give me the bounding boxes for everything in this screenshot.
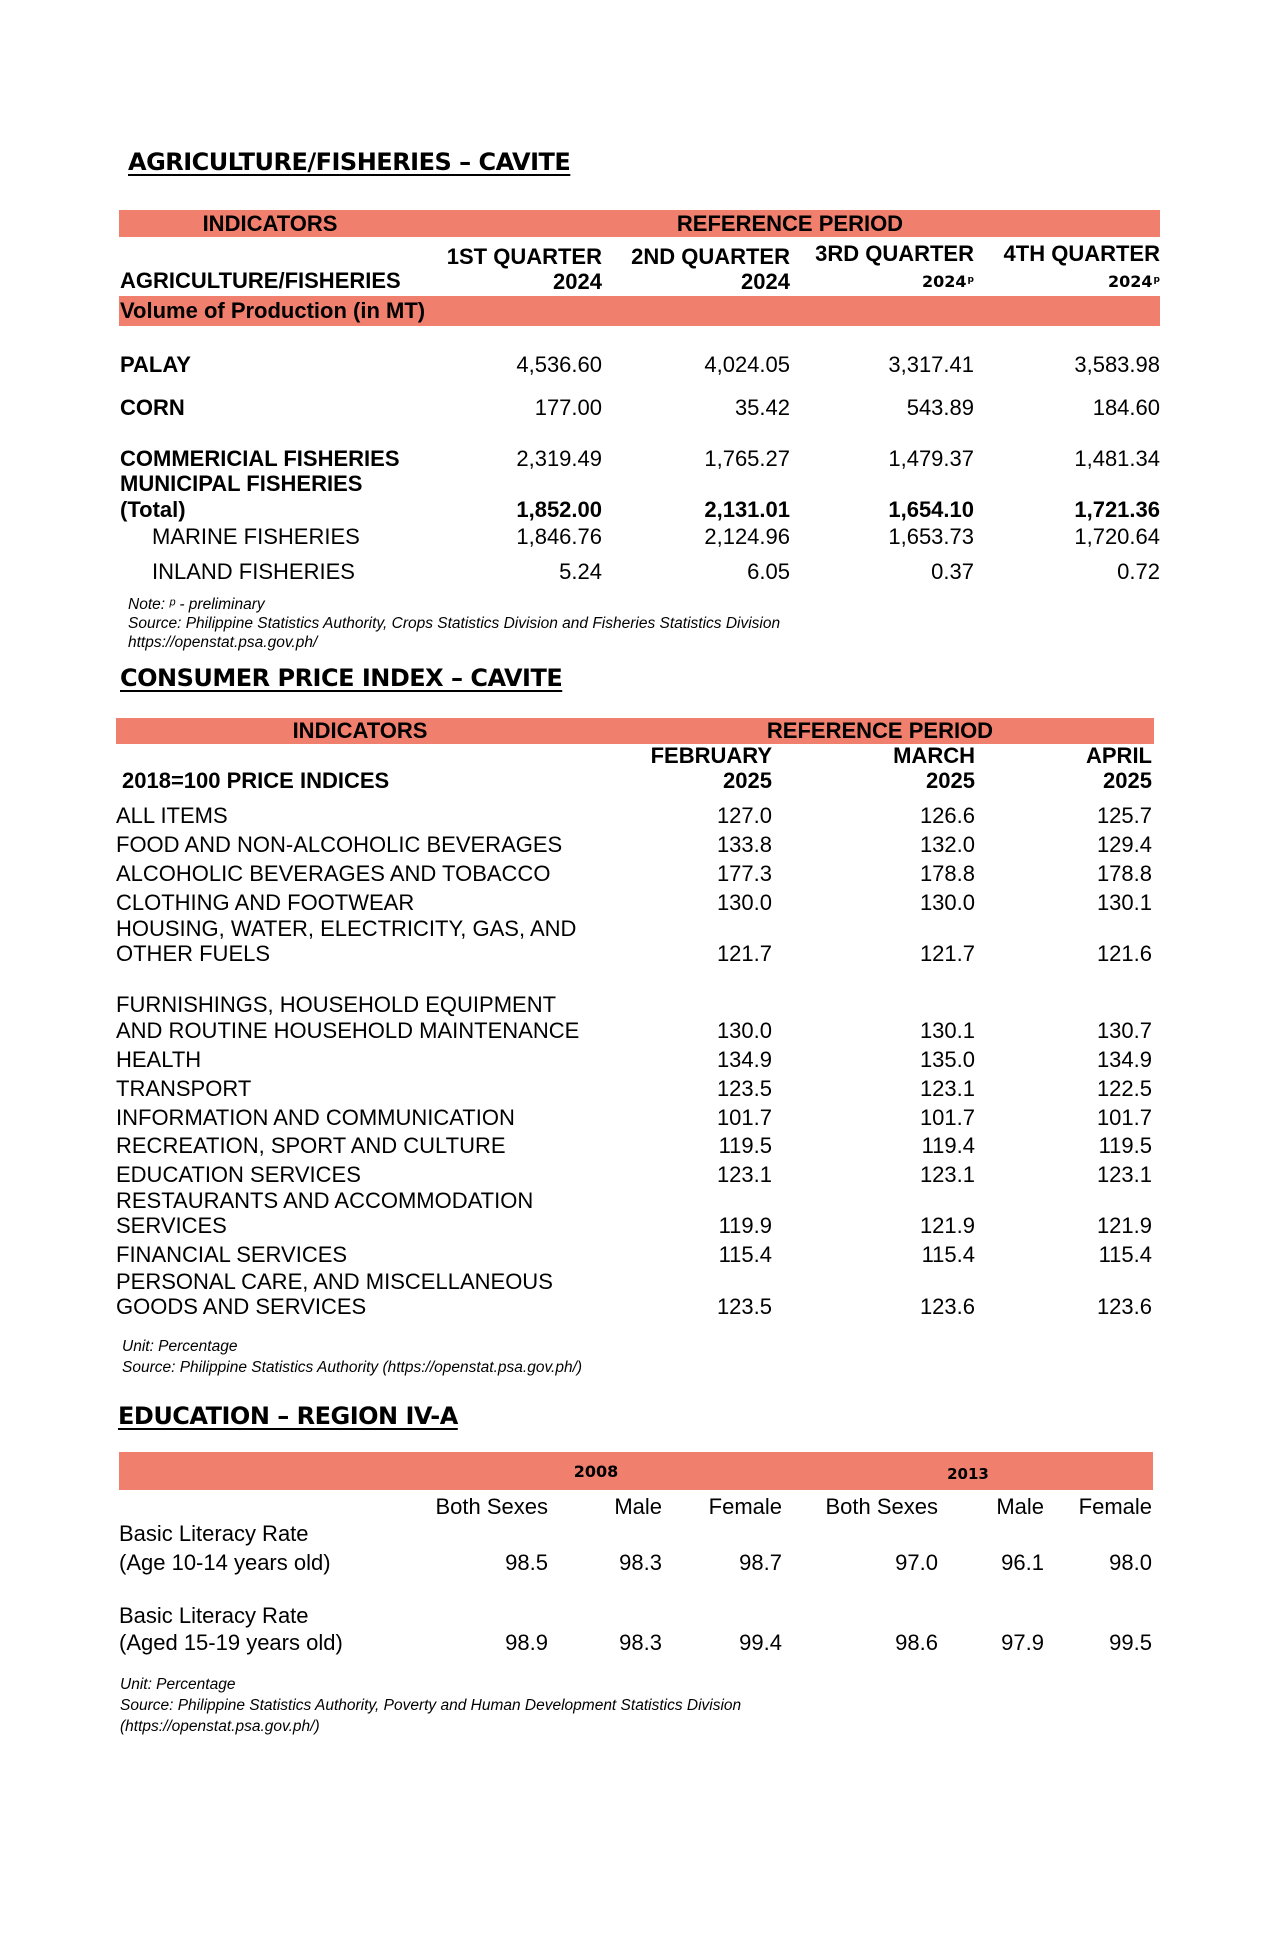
cell-value: 98.3 [619, 1550, 662, 1575]
cell-value: 121.9 [1096, 1213, 1152, 1238]
agri-source: Source: Philippine Statistics Authority, Crops Statistics Division and Fisheries Statistics Division [128, 615, 781, 632]
cell-value: 1,765.27 [704, 446, 790, 471]
agri-source-url: https://openstat.psa.gov.ph/ [128, 634, 318, 651]
cpi-col3-header-line1: APRIL [1086, 743, 1152, 768]
cell-value: 177.00 [534, 395, 602, 420]
agri-indicators-label: INDICATORS [202, 211, 338, 236]
row-label-line2: (Aged 15-19 years old) [119, 1630, 343, 1655]
cell-value: 2,319.49 [516, 446, 602, 471]
cell-value: 101.7 [716, 1105, 772, 1130]
agri-section-title: AGRICULTURE/FISHERIES – CAVITE [128, 148, 571, 176]
cpi-col2-header-line1: MARCH [893, 743, 975, 768]
cell-value: 35.42 [734, 395, 790, 420]
cell-value: 130.1 [919, 1018, 975, 1043]
cell-value: 98.6 [895, 1630, 938, 1655]
edu-col-header: Both Sexes [825, 1494, 938, 1519]
edu-source: Source: Philippine Statistics Authority, Poverty and Human Development Statistics Division [120, 1697, 742, 1714]
cell-value: 99.4 [739, 1630, 782, 1655]
edu-year-2008: 2008 [573, 1462, 619, 1481]
cell-value: 99.5 [1109, 1630, 1152, 1655]
cpi-col3-header-line2: 2025 [1103, 768, 1152, 793]
edu-unit-note: Unit: Percentage [120, 1676, 236, 1693]
agri-col4-header-line2: 2024$^p$ [1108, 272, 1160, 291]
agri-col2-header-line1: 2ND QUARTER [631, 244, 790, 269]
cell-value: 123.1 [716, 1162, 772, 1187]
row-label-line1: Basic Literacy Rate [119, 1521, 309, 1546]
cell-value: 130.0 [716, 1018, 772, 1043]
row-label: EDUCATION SERVICES [116, 1162, 361, 1187]
agri-subheader: Volume of Production (in MT) [120, 298, 426, 323]
cell-value: 97.0 [895, 1550, 938, 1575]
cell-value: 123.1 [919, 1162, 975, 1187]
edu-col-header: Female [708, 1494, 782, 1519]
cell-value: 4,024.05 [704, 352, 790, 377]
cell-value: 0.72 [1117, 559, 1160, 584]
cell-value: 97.9 [1001, 1630, 1044, 1655]
cell-value: 6.05 [747, 559, 790, 584]
cell-value: 121.6 [1096, 941, 1152, 966]
row-label-line2: AND ROUTINE HOUSEHOLD MAINTENANCE [116, 1018, 580, 1043]
cell-value: 3,583.98 [1074, 352, 1160, 377]
cell-value: 98.5 [505, 1550, 548, 1575]
cpi-section-title: CONSUMER PRICE INDEX – CAVITE [120, 664, 563, 692]
cpi-col1-header-line2: 2025 [723, 768, 772, 793]
row-label: INFORMATION AND COMMUNICATION [116, 1105, 515, 1130]
cpi-row-label-header: 2018=100 PRICE INDICES [122, 768, 390, 793]
cell-value: 1,481.34 [1074, 446, 1160, 471]
edu-year-2013: 2013 [947, 1465, 989, 1483]
cell-value: 543.89 [906, 395, 974, 420]
row-label-line1: Basic Literacy Rate [119, 1603, 309, 1628]
cell-value: 1,479.37 [888, 446, 974, 471]
cpi-indicators-label: INDICATORS [292, 718, 428, 743]
cell-value: 130.0 [716, 890, 772, 915]
cell-value: 127.0 [716, 803, 772, 828]
preliminary-mark: p [1153, 275, 1160, 285]
edu-col-header: Female [1078, 1494, 1152, 1519]
cell-value: 134.9 [716, 1047, 772, 1072]
row-label: INLAND FISHERIES [152, 559, 355, 584]
cell-value: 121.9 [919, 1213, 975, 1238]
cell-value: 115.4 [718, 1242, 772, 1267]
cell-value: 123.6 [919, 1294, 975, 1319]
cell-value: 178.8 [1096, 861, 1152, 886]
cell-value: 1,721.36 [1074, 497, 1160, 522]
cell-value: 123.1 [1096, 1162, 1152, 1187]
cell-value: 130.0 [919, 890, 975, 915]
cell-value: 119.9 [718, 1213, 772, 1238]
cell-value: 2,131.01 [704, 497, 790, 522]
edu-col-header: Male [614, 1494, 662, 1519]
row-label-line1: FURNISHINGS, HOUSEHOLD EQUIPMENT [116, 992, 557, 1017]
row-label-line2: OTHER FUELS [116, 941, 271, 966]
row-label-line1: RESTAURANTS AND ACCOMMODATION [116, 1188, 534, 1213]
cell-value: 98.3 [619, 1630, 662, 1655]
cell-value: 132.0 [919, 832, 975, 857]
cell-value: 126.6 [919, 803, 975, 828]
agri-note: Note: ᵖ - preliminary [128, 596, 265, 613]
cell-value: 5.24 [559, 559, 602, 584]
cell-value: 119.5 [718, 1133, 772, 1158]
cell-value: 1,653.73 [888, 524, 974, 549]
cell-value: 101.7 [1096, 1105, 1152, 1130]
cell-value: 123.5 [716, 1076, 772, 1101]
cell-value: 119.5 [1098, 1133, 1152, 1158]
cell-value: 123.6 [1096, 1294, 1152, 1319]
row-label: CLOTHING AND FOOTWEAR [116, 890, 415, 915]
row-label-line1: HOUSING, WATER, ELECTRICITY, GAS, AND [116, 916, 577, 941]
agri-col4-header-line1: 4TH QUARTER [1003, 241, 1160, 266]
cell-value: 98.0 [1109, 1550, 1152, 1575]
cell-value: 119.4 [921, 1133, 975, 1158]
row-label: HEALTH [116, 1047, 202, 1072]
row-label: MARINE FISHERIES [152, 524, 360, 549]
agri-col3-header-line2: 2024$^p$ [922, 272, 974, 291]
cell-value: 1,846.76 [516, 524, 602, 549]
row-label-line2: (Total) [120, 497, 186, 522]
agri-col2-header-line2: 2024 [741, 269, 790, 294]
cell-value: 130.7 [1096, 1018, 1152, 1043]
cell-value: 2,124.96 [704, 524, 790, 549]
row-label-line2: (Age 10-14 years old) [119, 1550, 331, 1575]
cell-value: 123.1 [919, 1076, 975, 1101]
agri-reference-period-label: REFERENCE PERIOD [676, 211, 904, 236]
preliminary-mark: p [967, 275, 974, 285]
cell-value: 184.60 [1092, 395, 1160, 420]
cell-value: 1,720.64 [1074, 524, 1160, 549]
cell-value: 101.7 [919, 1105, 975, 1130]
agri-row-label-header: AGRICULTURE/FISHERIES [120, 268, 401, 293]
edu-col-header: Male [996, 1494, 1044, 1519]
cpi-col2-header-line2: 2025 [926, 768, 975, 793]
row-label: ALCOHOLIC BEVERAGES AND TOBACCO [116, 861, 551, 886]
edu-col-header: Both Sexes [435, 1494, 548, 1519]
row-label: PALAY [120, 352, 191, 377]
row-label: RECREATION, SPORT AND CULTURE [116, 1133, 506, 1158]
cell-value: 121.7 [919, 941, 975, 966]
agri-col1-header-line1: 1ST QUARTER [446, 244, 602, 269]
cell-value: 129.4 [1096, 832, 1152, 857]
cell-value: 115.4 [1098, 1242, 1152, 1267]
cell-value: 133.8 [716, 832, 772, 857]
cell-value: 130.1 [1096, 890, 1152, 915]
cell-value: 0.37 [931, 559, 974, 584]
cell-value: 125.7 [1096, 803, 1152, 828]
row-label: FOOD AND NON-ALCOHOLIC BEVERAGES [116, 832, 563, 857]
cell-value: 123.5 [716, 1294, 772, 1319]
cell-value: 4,536.60 [516, 352, 602, 377]
edu-source-url: (https://openstat.psa.gov.ph/) [120, 1718, 320, 1735]
cell-value: 135.0 [919, 1047, 975, 1072]
agri-col1-header-line2: 2024 [553, 269, 602, 294]
cpi-source: Source: Philippine Statistics Authority (https://openstat.psa.gov.ph/) [122, 1359, 583, 1376]
agri-col3-header-line1: 3RD QUARTER [815, 241, 974, 266]
row-label: ALL ITEMS [116, 803, 228, 828]
cell-value: 178.8 [919, 861, 975, 886]
cpi-unit-note: Unit: Percentage [122, 1338, 238, 1355]
cpi-col1-header-line1: FEBRUARY [650, 743, 772, 768]
cell-value: 1,852.00 [516, 497, 602, 522]
cell-value: 122.5 [1096, 1076, 1152, 1101]
row-label: FINANCIAL SERVICES [116, 1242, 348, 1267]
cell-value: 1,654.10 [888, 497, 974, 522]
cell-value: 134.9 [1096, 1047, 1152, 1072]
row-label-line2: GOODS AND SERVICES [116, 1294, 367, 1319]
row-label: TRANSPORT [116, 1076, 252, 1101]
row-label-line2: SERVICES [116, 1213, 227, 1238]
cell-value: 98.9 [505, 1630, 548, 1655]
row-label: CORN [120, 395, 185, 420]
cell-value: 121.7 [716, 941, 772, 966]
cpi-reference-period-label: REFERENCE PERIOD [766, 718, 994, 743]
edu-section-title: EDUCATION – REGION IV-A [118, 1402, 458, 1430]
row-label-line1: MUNICIPAL FISHERIES [120, 471, 363, 496]
cell-value: 96.1 [1001, 1550, 1044, 1575]
row-label: COMMERICIAL FISHERIES [120, 446, 400, 471]
cell-value: 177.3 [716, 861, 772, 886]
cell-value: 115.4 [921, 1242, 975, 1267]
cell-value: 98.7 [739, 1550, 782, 1575]
cell-value: 3,317.41 [888, 352, 974, 377]
row-label-line1: PERSONAL CARE, AND MISCELLANEOUS [116, 1269, 553, 1294]
